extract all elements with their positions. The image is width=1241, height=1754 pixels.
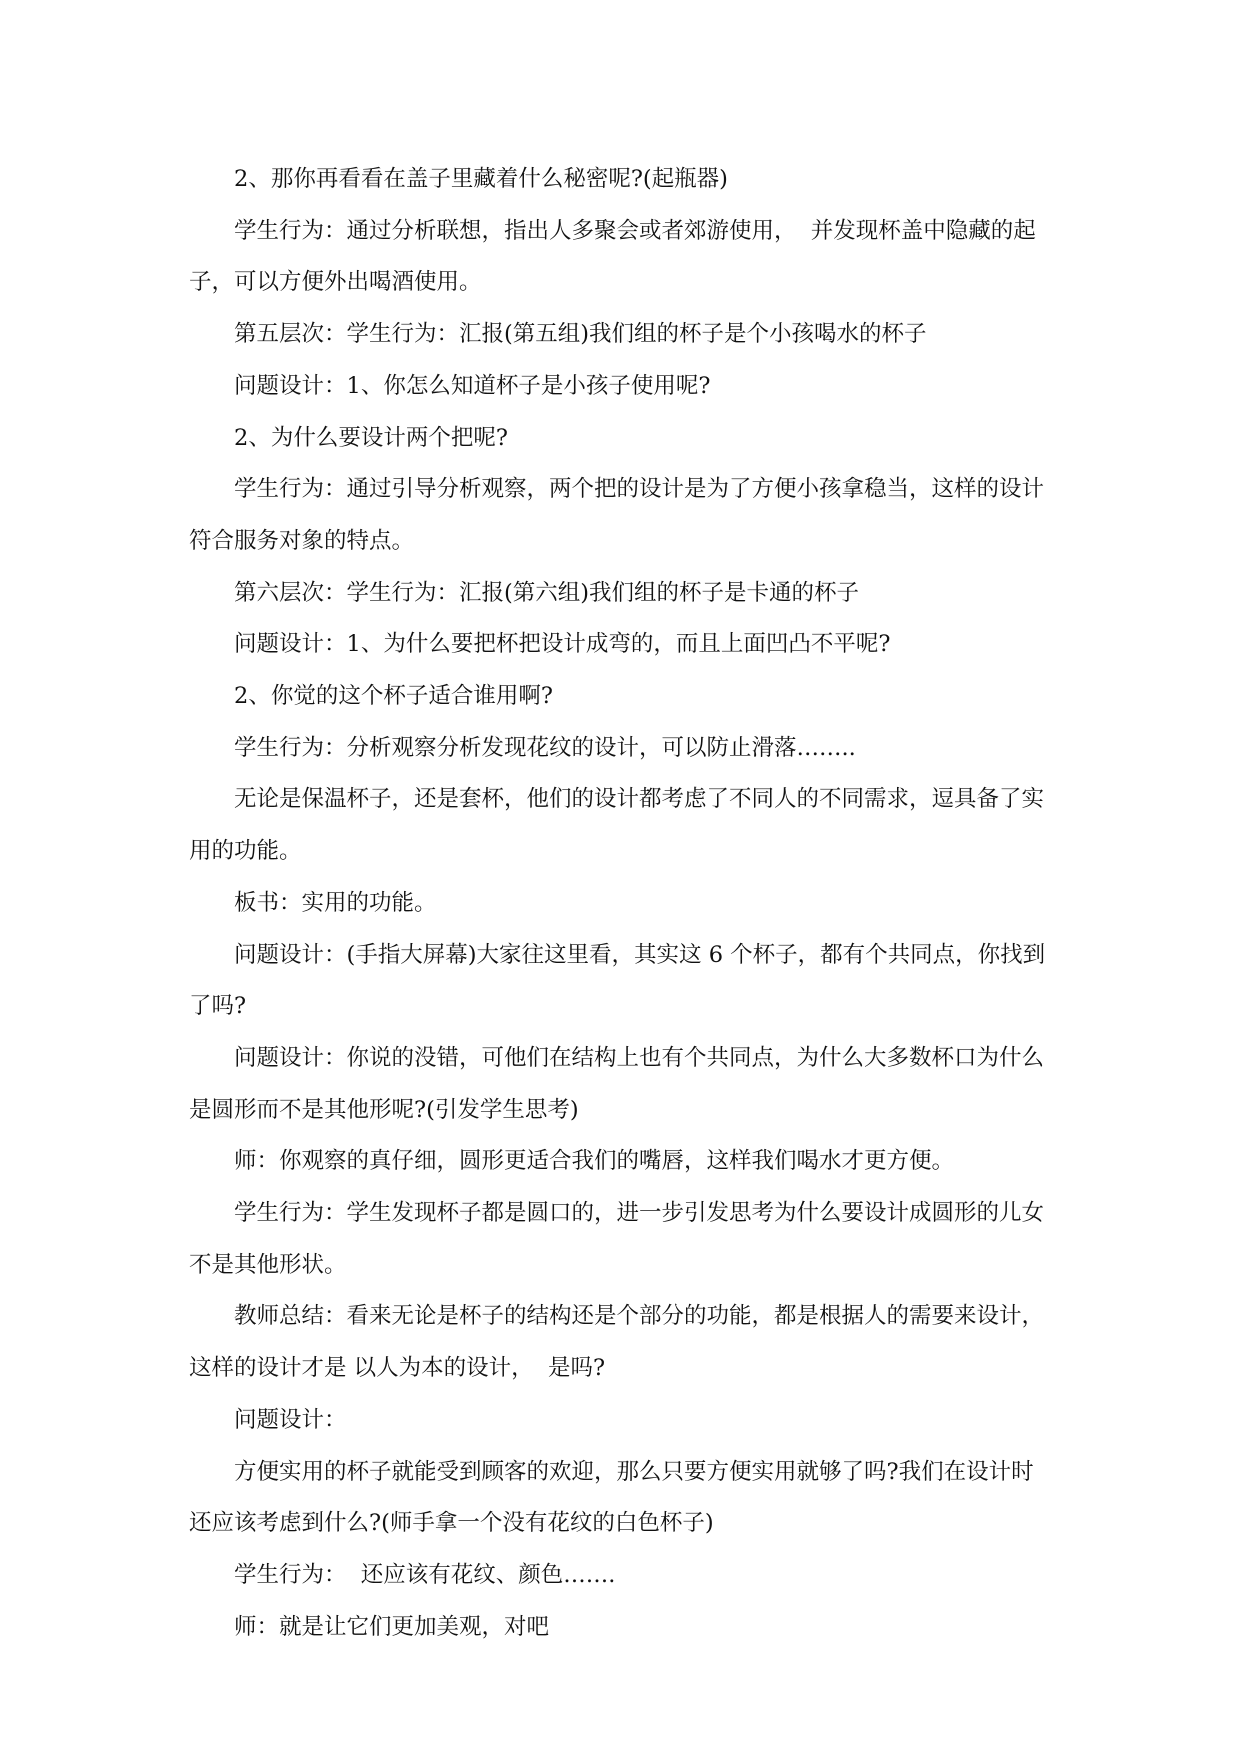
paragraph: 问题设计： bbox=[234, 1406, 347, 1433]
document-body bbox=[189, 154, 1051, 1653]
paragraph: 板书：实用的功能。 bbox=[234, 889, 437, 916]
paragraph: 学生行为：学生发现杯子都是圆口的，进一步引发思考为什么要设计成圆形的儿女不是其他形状。 bbox=[189, 1200, 1045, 1278]
paragraph: 方便实用的杯子就能受到顾客的欢迎，那么只要方便实用就够了吗?我们在设计时还应该考虑到什么?(师手拿一个没有花纹的白色杯子) bbox=[189, 1458, 1034, 1537]
paragraph: 学生行为：分析观察分析发现花纹的设计，可以防止滑落…….. bbox=[234, 734, 856, 761]
paragraph: 第五层次：学生行为：汇报(第五组)我们组的杯子是个小孩喝水的杯子 bbox=[234, 321, 927, 348]
paragraph: 师：就是让它们更加美观，对吧 bbox=[234, 1613, 550, 1640]
paragraph: 问题设计：(手指大屏幕)大家往这里看，其实这 6 个杯子，都有个共同点，你找到了吗? bbox=[189, 941, 1046, 1020]
paragraph: 学生行为： 还应该有花纹、颜色……. bbox=[234, 1561, 616, 1588]
paragraph: 无论是保温杯子，还是套杯，他们的设计都考虑了不同人的不同需求，逗具备了实用的功能。 bbox=[189, 786, 1045, 865]
paragraph: 问题设计：1、你怎么知道杯子是小孩子使用呢? bbox=[234, 372, 711, 399]
paragraph: 2、为什么要设计两个把呢? bbox=[234, 424, 508, 451]
paragraph: 2、你觉的这个杯子适合谁用啊? bbox=[234, 683, 553, 710]
paragraph: 教师总结：看来无论是杯子的结构还是个部分的功能，都是根据人的需要来设计，这样的设计才是 以人为本的设计， 是吗? bbox=[189, 1303, 1045, 1382]
paragraph: 第六层次：学生行为：汇报(第六组)我们组的杯子是卡通的杯子 bbox=[234, 579, 860, 606]
paragraph: 2、那你再看看在盖子里藏着什么秘密呢?(起瓶器) bbox=[234, 166, 728, 192]
paragraph: 学生行为：通过分析联想，指出人多聚会或者郊游使用， 并发现杯盖中隐藏的起子，可以方便外出喝酒使用。 bbox=[189, 217, 1036, 296]
paragraph: 问题设计：你说的没错，可他们在结构上也有个共同点，为什么大多数杯口为什么是圆形而不是其他形呢?(引发学生思考) bbox=[189, 1044, 1045, 1123]
paragraph: 学生行为：通过引导分析观察，两个把的设计是为了方便小孩拿稳当，这样的设计符合服务对象的特点。 bbox=[189, 476, 1045, 554]
paragraph: 师：你观察的真仔细，圆形更适合我们的嘴唇，这样我们喝水才更方便。 bbox=[234, 1148, 955, 1175]
paragraph: 问题设计：1、为什么要把杯把设计成弯的，而且上面凹凸不平呢? bbox=[234, 631, 891, 658]
